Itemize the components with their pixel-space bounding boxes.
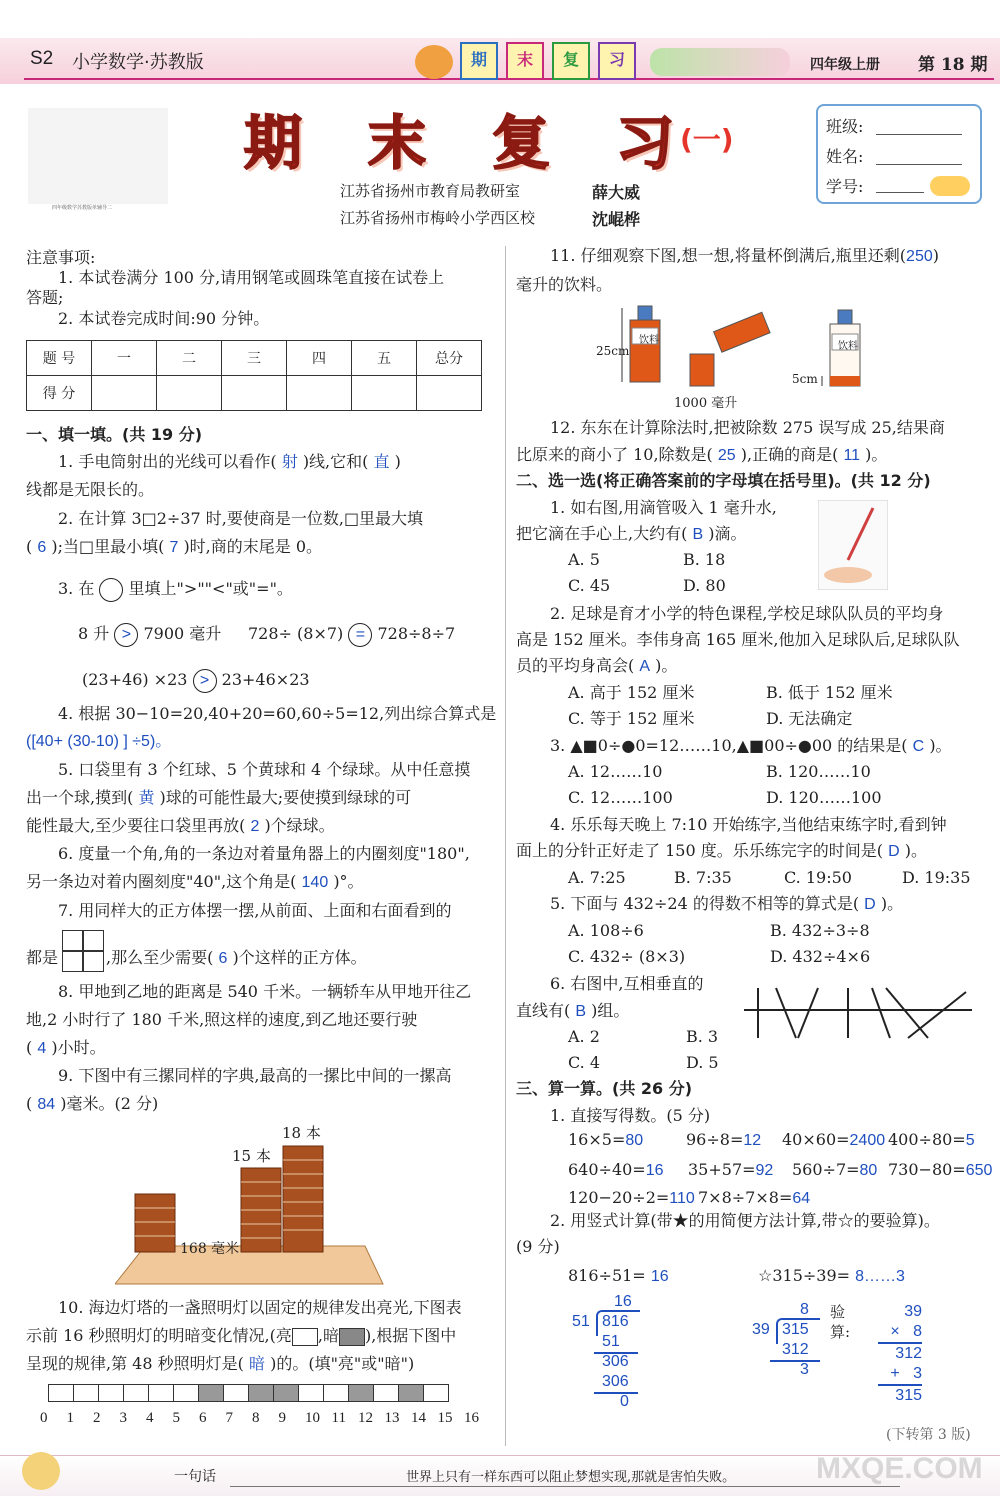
- title-char: 习: [616, 109, 675, 177]
- c3-opt-c: C. 12……100: [568, 788, 673, 807]
- tick-label: 0: [40, 1410, 48, 1426]
- score-cell[interactable]: [222, 376, 287, 411]
- fig9-label-mm: 168 毫米: [180, 1241, 240, 1257]
- header-badges: [460, 42, 636, 80]
- q2-answer-2[interactable]: 7: [169, 539, 179, 556]
- tick-label: 14: [411, 1410, 426, 1426]
- square-grid-icon: [62, 930, 104, 972]
- light-cell: [48, 1384, 74, 1402]
- c4-opt-c: C. 19:50: [784, 868, 852, 887]
- title-char: 末: [368, 109, 427, 177]
- c2-cont: 高是 152 厘米。李伟身高 165 厘米,他加入足球队后,足球队队: [516, 630, 960, 649]
- title-suffix: (一): [680, 123, 734, 156]
- watermark: MXQE.COM: [816, 1452, 983, 1485]
- badge: 末: [506, 42, 544, 80]
- mm-item: 40×60=2400: [782, 1130, 886, 1149]
- class-field[interactable]: [876, 134, 962, 135]
- light-cell: [173, 1384, 199, 1402]
- light-cell: [423, 1384, 449, 1402]
- class-label: 班级:: [826, 117, 864, 136]
- q1: [58, 448, 401, 477]
- q7-answer[interactable]: 6: [218, 950, 228, 967]
- tick-label: 7: [225, 1410, 233, 1426]
- author2: 沈崐桦: [592, 210, 641, 229]
- long-division-2: 8 39 315 312 3: [752, 1300, 832, 1380]
- tick-label: 8: [252, 1410, 260, 1426]
- score-header-cell: 四: [287, 341, 352, 376]
- light-pattern-bar: [48, 1384, 448, 1402]
- cartoon-decoration-icon: [930, 176, 970, 196]
- v2-answer[interactable]: 8……3: [855, 1268, 905, 1285]
- c6-opt-b: B. 3: [686, 1027, 719, 1046]
- q11: 11. 仔细观察下图,想一想,将量杯倒满后,瓶里还剩(250): [550, 246, 939, 265]
- q5-cont: 出一个球,摸到( 黄 )球的可能性最大;要使摸到绿球的可: [26, 788, 412, 807]
- k2-cont: (9 分): [516, 1237, 560, 1256]
- fig9-label-18: 18 本: [282, 1124, 321, 1142]
- measuring-cup: [690, 354, 714, 386]
- short-stack: [135, 1194, 175, 1252]
- name-label: 姓名:: [826, 147, 864, 166]
- section-3-title: 三、算一算。(共 26 分): [516, 1079, 693, 1098]
- score-header-cell: 二: [157, 341, 222, 376]
- c5-opt-a: A. 108÷6: [568, 921, 644, 940]
- mm-item: 400÷80=5: [888, 1130, 975, 1149]
- badge: 复: [552, 42, 590, 80]
- q1-cont: 线都是无限长的。: [26, 480, 155, 499]
- title-char: 期: [244, 109, 303, 177]
- c2-cont2: 员的平均身高会( A )。: [516, 656, 678, 675]
- q7-cont: ,那么至少需要( 6 )个这样的正方体。: [106, 948, 367, 967]
- q12-answer-2[interactable]: 11: [843, 447, 861, 464]
- qr-caption: 四年级数学苏教版单辅导二: [52, 205, 113, 211]
- q6: 6. 度量一个角,角的一条边对着量角器上的内圈刻度"180",: [58, 844, 470, 863]
- tick-label: 16: [464, 1410, 479, 1426]
- c1-opt-a: A. 5: [568, 550, 600, 569]
- section-1-title: 一、填一填。(共 19 分): [26, 425, 203, 444]
- light-cell: [73, 1384, 99, 1402]
- author1: 薛大威: [592, 183, 641, 202]
- id-field[interactable]: [876, 192, 924, 193]
- q3-item-3: (23+46) ×23 > 23+46×23: [82, 666, 310, 694]
- score-cell[interactable]: [92, 376, 157, 411]
- c1-opt-d: D. 80: [683, 576, 726, 595]
- name-field[interactable]: [876, 164, 962, 165]
- q2-text: );当□里最小填(: [51, 537, 165, 556]
- dropper-hand-figure: [818, 500, 888, 590]
- q9-answer[interactable]: 84: [37, 1096, 56, 1113]
- q12-answer-1[interactable]: 25: [717, 447, 736, 464]
- score-cell[interactable]: [287, 376, 352, 411]
- mm-item: 640÷40=16: [568, 1160, 664, 1179]
- q10-answer[interactable]: 暗: [248, 1356, 265, 1373]
- light-cell: [398, 1384, 424, 1402]
- tall-stack: [283, 1146, 323, 1252]
- c4-opt-b: B. 7:35: [674, 868, 732, 887]
- c4-cont: 面上的分针正好走了 150 度。乐乐练完字的时间是( D )。: [516, 841, 927, 860]
- q1-answer-1[interactable]: 射: [281, 454, 298, 471]
- light-cell: [348, 1384, 374, 1402]
- student-info-box: [816, 104, 982, 204]
- qr-code-placeholder: [28, 108, 168, 204]
- score-cell[interactable]: [417, 376, 482, 411]
- q12: 12. 东东在计算除法时,把被除数 275 误写成 25,结果商: [550, 418, 945, 437]
- tick-label: 10: [305, 1410, 320, 1426]
- bottle-3-rest: [830, 376, 860, 386]
- score-header-cell: 三: [222, 341, 287, 376]
- q10-cont: 示前 16 秒照明灯的明暗变化情况,(亮 ,暗 ),根据下图中: [26, 1326, 457, 1345]
- note-2: 2. 本试卷完成时间:90 分钟。: [58, 309, 270, 328]
- turn-page-note: (下转第 3 版): [886, 1427, 971, 1443]
- score-header-cell: 一: [92, 341, 157, 376]
- footer-quote: 世界上只有一样东西可以阻止梦想实现,那就是害怕失败。: [406, 1470, 736, 1485]
- q11-answer[interactable]: 250: [906, 248, 933, 265]
- q6-cont: 另一条边对着内圈刻度"40",这个角是( 140 )°。: [26, 872, 364, 891]
- light-cell: [298, 1384, 324, 1402]
- header-subject: 小学数学·苏教版: [72, 52, 204, 73]
- q2-cont: [26, 533, 322, 562]
- footer-rule: [230, 1486, 900, 1487]
- q3-text: 里填上">""<"或"="。: [128, 579, 293, 598]
- k2: 2. 用竖式计算(带★的用简便方法计算,带☆的要验算)。: [550, 1211, 940, 1230]
- v1-answer[interactable]: 16: [650, 1268, 669, 1285]
- compare-answer[interactable]: >: [114, 623, 138, 647]
- badge: 习: [598, 42, 636, 80]
- fig11-label-2: 饮料: [838, 341, 858, 352]
- q10-cont2: 呈现的规律,第 48 秒照明灯是( 暗 )的。(填"亮"或"暗"): [26, 1354, 415, 1373]
- c6-opt-d: D. 5: [686, 1053, 719, 1072]
- c2-opt-b: B. 低于 152 厘米: [766, 683, 893, 702]
- q6-answer[interactable]: 140: [301, 874, 329, 891]
- bottle-2: [714, 312, 770, 352]
- fig11-label-1: 饮料: [639, 335, 659, 346]
- c4-opt-d: D. 19:35: [902, 868, 971, 887]
- light-cell: [248, 1384, 274, 1402]
- mm-item: 96÷8=12: [686, 1130, 762, 1149]
- tick-label: 2: [93, 1410, 101, 1426]
- q9: 9. 下图中有三摞同样的字典,最高的一摞比中间的一摞高: [58, 1066, 452, 1085]
- q1-answer-2[interactable]: 直: [373, 454, 390, 471]
- section-2-title: 二、选一选(将正确答案前的字母填在括号里)。(共 12 分): [516, 471, 931, 490]
- long-division-1: 16 51 816 51 306 306 0: [572, 1292, 672, 1412]
- tick-label: 4: [146, 1410, 154, 1426]
- tick-label: 11: [331, 1410, 346, 1426]
- compare-answer[interactable]: =: [348, 623, 372, 647]
- q8-cont2: ( 4 )小时。: [26, 1038, 106, 1057]
- c1-opt-b: B. 18: [683, 550, 726, 569]
- light-cell: [198, 1384, 224, 1402]
- c3-opt-d: D. 120……100: [766, 788, 882, 807]
- q3: [58, 575, 293, 603]
- c1: 1. 如右图,用滴管吸入 1 毫升水,: [550, 498, 777, 517]
- bottle-1-cap: [638, 306, 652, 320]
- light-box-icon: [292, 1328, 318, 1346]
- q2-text: )时,商的末尾是 0。: [183, 537, 323, 556]
- tick-label: 9: [278, 1410, 286, 1426]
- c2-opt-a: A. 高于 152 厘米: [568, 683, 695, 702]
- lion-mascot-icon: [415, 45, 453, 79]
- c2-opt-c: C. 等于 152 厘米: [568, 709, 695, 728]
- badge: 期: [460, 42, 498, 80]
- c5-opt-d: D. 432÷4×6: [770, 947, 871, 966]
- id-label: 学号:: [826, 177, 864, 196]
- score-header-cell: 五: [352, 341, 417, 376]
- c5-answer[interactable]: D: [864, 896, 876, 913]
- giraffe-mascot-icon: [22, 1452, 60, 1490]
- q1-text: 1. 手电筒射出的光线可以看作(: [58, 452, 277, 471]
- score-table: [26, 340, 482, 411]
- footer-label: 一句话: [174, 1469, 216, 1485]
- c5-opt-b: B. 432÷3÷8: [770, 921, 870, 940]
- tick-label: 6: [199, 1410, 207, 1426]
- check-work: 39 × 8 312 + 3 315: [878, 1302, 938, 1406]
- c5-opt-c: C. 432÷ (8×3): [568, 947, 686, 966]
- fig11-cup: 1000 毫升: [674, 396, 738, 411]
- c4-opt-a: A. 7:25: [568, 868, 626, 887]
- q1-text: ): [394, 452, 401, 471]
- notes-heading: 注意事项:: [26, 248, 96, 267]
- castle-decoration-icon: [650, 48, 790, 76]
- q2-text: (: [26, 537, 33, 556]
- mm-item: 35+57=92: [688, 1160, 774, 1179]
- c1-cont: 把它滴在手心上,大约有( B )滴。: [516, 524, 747, 543]
- q4: 4. 根据 30−10=20,40+20=60,60÷5=12,列出综合算式是: [58, 704, 497, 723]
- light-cell: [273, 1384, 299, 1402]
- compare-answer[interactable]: >: [193, 669, 217, 693]
- q11-cont: 毫升的饮料。: [516, 275, 613, 294]
- q5-cont2: 能性最大,至少要往口袋里再放( 2 )个绿球。: [26, 816, 335, 835]
- tick-label: 3: [119, 1410, 127, 1426]
- dictionary-stacks-figure: [115, 1118, 385, 1288]
- mm-item: 730−80=650: [888, 1160, 993, 1179]
- score-cell[interactable]: [352, 376, 417, 411]
- c6-cont: 直线有( B )组。: [516, 1001, 630, 1020]
- q3-text: 3. 在: [58, 579, 95, 598]
- header-issue: 第 18 期: [918, 55, 988, 75]
- c1-opt-c: C. 45: [568, 576, 611, 595]
- c3: 3. ▲■0÷●0=12……10,▲■00÷●00 的结果是( C )。: [550, 736, 952, 755]
- q8-cont: 地,2 小时行了 180 千米,照这样的速度,到乙地还要行驶: [26, 1010, 418, 1029]
- q5-answer-2[interactable]: 2: [250, 818, 260, 835]
- light-cell: [98, 1384, 124, 1402]
- fig11-height-2: 5cm: [792, 372, 818, 386]
- k1: 1. 直接写得数。(5 分): [550, 1106, 711, 1125]
- tick-label: 5: [172, 1410, 180, 1426]
- c2-answer[interactable]: A: [639, 658, 651, 675]
- score-cell[interactable]: [157, 376, 222, 411]
- note-1-cont: 答题;: [26, 288, 64, 307]
- q2-answer-1[interactable]: 6: [37, 539, 47, 556]
- q3-item-2: 728÷ (8×7) = 728÷8÷7: [248, 620, 455, 648]
- tick-label: 13: [384, 1410, 400, 1426]
- q9-cont: ( 84 )毫米。(2 分): [26, 1094, 159, 1113]
- q7-label: 都是: [26, 948, 59, 967]
- fig9-label-15: 15 本: [232, 1147, 271, 1165]
- c3-answer[interactable]: C: [912, 738, 925, 755]
- light-pattern-ticks: [40, 1410, 500, 1430]
- column-divider: [505, 246, 506, 1446]
- score-header-cell: 题 号: [27, 341, 92, 376]
- q8-answer[interactable]: 4: [37, 1040, 47, 1057]
- author1-org: 江苏省扬州市教育局教研室: [340, 182, 521, 200]
- q7: 7. 用同样大的正方体摆一摆,从前面、上面和右面看到的: [58, 901, 452, 920]
- score-header-cell: 总分: [417, 341, 482, 376]
- tick-label: 1: [66, 1410, 74, 1426]
- q10: 10. 海边灯塔的一盏照明灯以固定的规律发出亮光,下图表: [58, 1298, 462, 1317]
- header-code: S2: [30, 48, 54, 69]
- title-char: 复: [492, 109, 551, 177]
- mm-item: 560÷7=80: [792, 1160, 878, 1179]
- mm-item: 120−20÷2=110: [568, 1188, 695, 1207]
- score-label-cell: 得 分: [27, 376, 92, 411]
- c2: 2. 足球是育才小学的特色课程,学校足球队队员的平均身: [550, 604, 944, 623]
- note-1: 1. 本试卷满分 100 分,请用钢笔或圆珠笔直接在试卷上: [58, 268, 445, 287]
- bottle-3-cap: [838, 310, 852, 324]
- c1-answer[interactable]: B: [692, 526, 704, 543]
- check-label: 验算:: [830, 1303, 851, 1341]
- q1-text: )线,它和(: [302, 452, 369, 471]
- header-grade: 四年级上册: [810, 57, 880, 73]
- q3-item-1: 8 升 > 7900 毫升: [78, 620, 221, 648]
- c4-answer[interactable]: D: [888, 843, 900, 860]
- author2-org: 江苏省扬州市梅岭小学西区校: [340, 209, 536, 227]
- fig11-height: 25cm: [596, 344, 630, 358]
- c3-opt-b: B. 120……10: [766, 762, 871, 781]
- v1: 816÷51= 16: [568, 1266, 669, 1285]
- light-cell: [223, 1384, 249, 1402]
- c6-opt-a: A. 2: [568, 1027, 600, 1046]
- c6-opt-c: C. 4: [568, 1053, 601, 1072]
- c6-answer[interactable]: B: [575, 1003, 587, 1020]
- light-cell: [123, 1384, 149, 1402]
- light-cell: [148, 1384, 174, 1402]
- q2: 2. 在计算 3□2÷37 时,要使商是一位数,□里最大填: [58, 509, 424, 528]
- c6: 6. 右图中,互相垂直的: [550, 974, 704, 993]
- c4: 4. 乐乐每天晚上 7:10 开始练字,当他结束练字时,看到钟: [550, 815, 947, 834]
- tick-label: 12: [358, 1410, 373, 1426]
- circle-icon: [99, 578, 123, 602]
- q8: 8. 甲地到乙地的距离是 540 千米。一辆轿车从甲地开往乙: [58, 982, 472, 1001]
- dark-box-icon: [339, 1328, 365, 1346]
- lines-figure: [740, 984, 976, 1042]
- c5: 5. 下面与 432÷24 的得数不相等的算式是( D )。: [550, 894, 904, 913]
- light-cell: [373, 1384, 399, 1402]
- q4-answer[interactable]: ([40+ (30-10) ] ÷5)。: [26, 733, 172, 750]
- q5: 5. 口袋里有 3 个红球、5 个黄球和 4 个绿球。从中任意摸: [58, 760, 471, 779]
- tick-label: 15: [437, 1410, 453, 1426]
- mm-item: 16×5=80: [568, 1130, 644, 1149]
- mm-item: 7×8÷7×8=64: [698, 1188, 811, 1207]
- q5-answer-1[interactable]: 黄: [138, 790, 155, 807]
- v2: ☆315÷39= 8……3: [758, 1266, 905, 1285]
- c3-opt-a: A. 12……10: [568, 762, 663, 781]
- c2-opt-d: D. 无法确定: [766, 709, 853, 728]
- light-cell: [323, 1384, 349, 1402]
- q12-cont: 比原来的商小了 10,除数是( 25 ),正确的商是( 11 )。: [516, 445, 888, 464]
